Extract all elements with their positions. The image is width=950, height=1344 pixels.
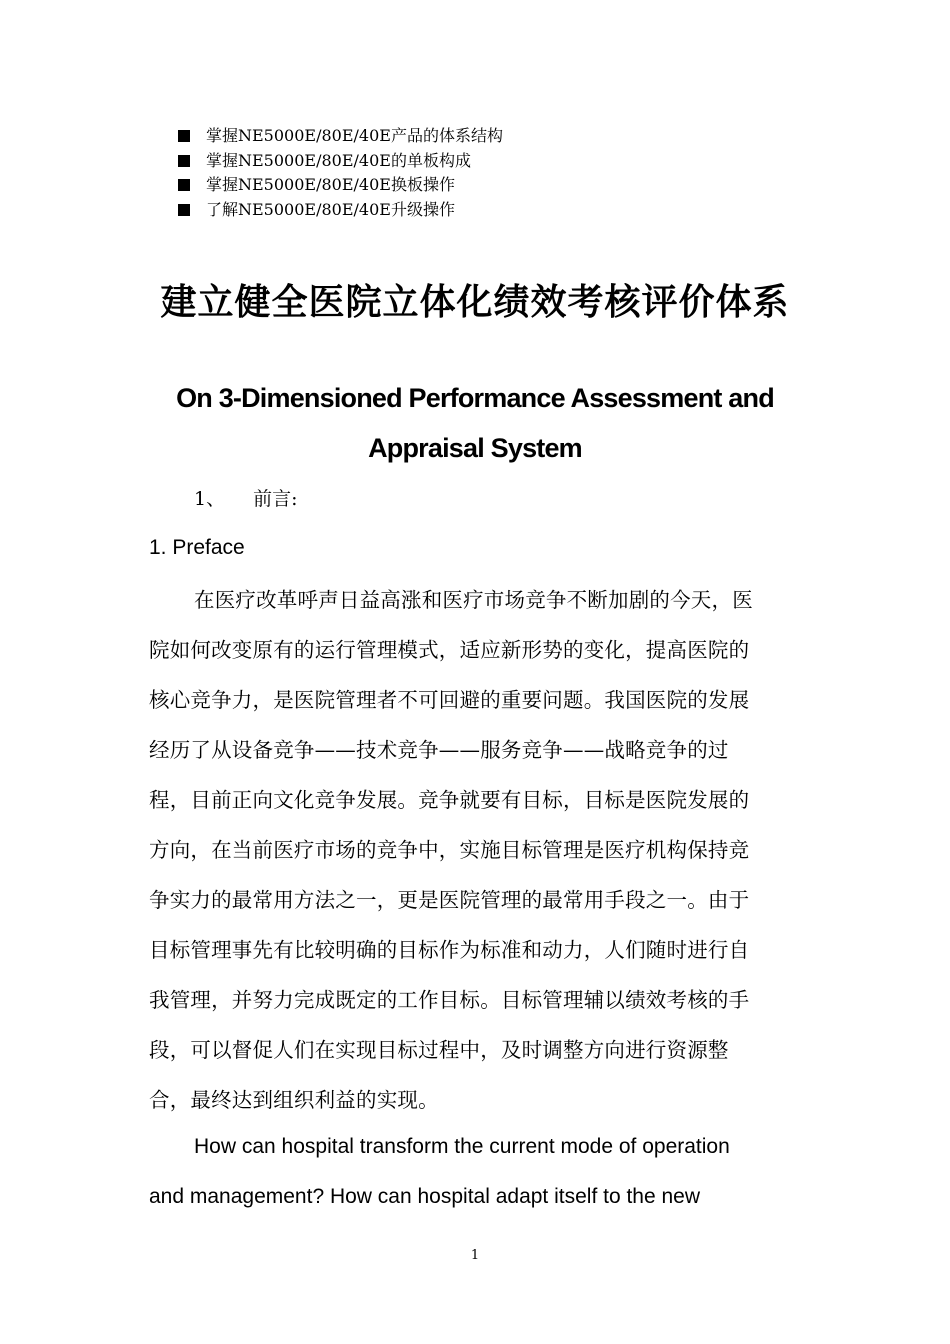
chinese-paragraph (149, 580, 801, 1130)
page-number: 1 (470, 1248, 480, 1263)
paragraph-line: 经历了从设备竞争——技术竞争——服务竞争——战略竞争的过 (149, 738, 729, 762)
section-heading-chinese (194, 484, 298, 514)
objectives-list (178, 124, 778, 222)
english-paragraph (149, 1127, 809, 1227)
section-label: 前言: (253, 488, 298, 510)
paragraph-line: 我管理，并努力完成既定的工作目标。目标管理辅以绩效考核的手 (149, 988, 750, 1012)
paragraph-line: 争实力的最常用方法之一，更是医院管理的最常用手段之一。由于 (149, 888, 750, 912)
paragraph-line: 程，目前正向文化竞争发展。竞争就要有目标，目标是医院发展的 (149, 788, 750, 812)
list-item-text: 掌握NE5000E/80E/40E换板操作 (206, 175, 455, 194)
paragraph-line: 在医疗改革呼声日益高涨和医疗市场竞争不断加剧的今天，医 (194, 588, 753, 612)
list-item (178, 149, 778, 174)
list-item (178, 198, 778, 223)
paragraph-line: 核心竞争力，是医院管理者不可回避的重要问题。我国医院的发展 (149, 688, 750, 712)
english-title: On 3-Dimensioned Performance Assessment and Appraisal System (176, 383, 774, 463)
paragraph-line: 方向，在当前医疗市场的竞争中，实施目标管理是医疗机构保持竞 (149, 838, 750, 862)
paragraph-line: 段，可以督促人们在实现目标过程中，及时调整方向进行资源整 (149, 1038, 729, 1062)
paragraph-line: 合，最终达到组织利益的实现。 (149, 1088, 439, 1112)
paragraph-line: and management? How can hospital adapt itself to the new (149, 1185, 701, 1208)
paragraph-line: How can hospital transform the current mode of operation (194, 1135, 730, 1158)
section-heading-english: 1. Preface (149, 536, 245, 559)
section-number: 1、 (194, 488, 226, 510)
list-item (178, 124, 778, 149)
square-bullet-icon (178, 204, 190, 216)
list-item (178, 173, 778, 198)
chinese-title: 建立健全医院立体化绩效考核评价体系 (160, 281, 790, 323)
list-item-text: 了解NE5000E/80E/40E升级操作 (206, 199, 455, 219)
paragraph-line: 院如何改变原有的运行管理模式，适应新形势的变化，提高医院的 (149, 638, 750, 662)
list-item-text: 掌握NE5000E/80E/40E的单板构成 (206, 150, 471, 170)
square-bullet-icon (178, 155, 190, 167)
list-item-text: 掌握NE5000E/80E/40E产品的体系结构 (206, 126, 503, 145)
square-bullet-icon (178, 179, 190, 191)
paragraph-line: 目标管理事先有比较明确的目标作为标准和动力，人们随时进行自 (149, 938, 750, 962)
square-bullet-icon (178, 130, 190, 142)
